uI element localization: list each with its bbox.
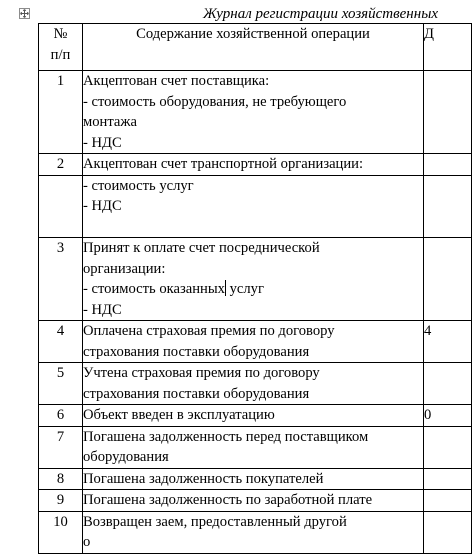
table-row <box>39 490 472 512</box>
operation-line: Акцептован счет транспортной организации: <box>83 156 364 172</box>
header-content: Содержание хозяйственной операции <box>83 24 424 71</box>
table-row <box>39 238 472 321</box>
operation-content[interactable] <box>83 363 424 405</box>
row-number: 3 <box>39 238 83 321</box>
row-extra: 4 <box>424 321 472 363</box>
operation-content[interactable] <box>83 321 424 363</box>
operation-line: - НДС <box>83 301 122 318</box>
row-number: 4 <box>39 321 83 363</box>
header-num-line: № <box>53 26 68 42</box>
table-header-row <box>39 24 472 71</box>
row-extra <box>424 175 472 238</box>
table-row <box>39 363 472 405</box>
row-extra <box>424 363 472 405</box>
operation-content[interactable] <box>83 490 424 512</box>
header-extra: Д <box>424 24 472 71</box>
operation-line: Объект введен в эксплуатацию <box>83 407 275 423</box>
operation-line: страхования поставки оборудования <box>83 343 310 360</box>
journal-body <box>39 71 472 554</box>
row-extra <box>424 468 472 490</box>
operation-line <box>83 217 423 238</box>
table-row <box>39 468 472 490</box>
operation-line: оборудования <box>83 449 169 465</box>
operation-line: Акцептован счет поставщика: <box>83 73 270 89</box>
table-row <box>39 154 472 176</box>
operation-line: - НДС <box>83 198 122 214</box>
text-cursor <box>225 280 226 296</box>
operation-line: Погашена задолженность по заработной плате <box>83 492 373 508</box>
table-row <box>39 321 472 363</box>
row-number <box>39 175 83 238</box>
row-number: 10 <box>39 511 83 553</box>
row-extra <box>424 154 472 176</box>
operation-line: - НДС <box>83 134 122 151</box>
row-extra <box>424 71 472 154</box>
header-num-line: п/п <box>50 46 71 63</box>
header-num-text <box>39 24 82 65</box>
row-number: 1 <box>39 71 83 154</box>
operation-content[interactable] <box>83 426 424 468</box>
row-number: 8 <box>39 468 83 490</box>
operation-line: - стоимость оборудования, не требующего <box>83 93 347 110</box>
operation-line: Возвращен заем, предоставленный другой <box>83 513 347 530</box>
operation-line: Принят к оплате счет посреднической <box>83 240 320 256</box>
row-number: 5 <box>39 363 83 405</box>
row-extra <box>424 426 472 468</box>
operation-content[interactable] <box>83 511 424 553</box>
operation-line: - стоимость услуг <box>83 177 194 194</box>
operation-content[interactable] <box>83 238 424 321</box>
row-extra: 0 <box>424 405 472 427</box>
table-row <box>39 175 472 238</box>
operation-line: о <box>83 534 91 550</box>
operation-line: Погашена задолженность покупателей <box>83 470 324 487</box>
row-number: 9 <box>39 490 83 512</box>
operation-line: организации: <box>83 260 166 277</box>
operation-line: Погашена задолженность перед поставщиком <box>83 428 369 445</box>
operation-line: Оплачена страховая премия по договору <box>83 323 335 339</box>
operation-content[interactable] <box>83 405 424 427</box>
document-title: Журнал регистрации хозяйственных <box>203 6 439 22</box>
table-row <box>39 405 472 427</box>
operation-line: монтажа <box>83 114 137 130</box>
row-number: 2 <box>39 154 83 176</box>
operation-line: Учтена страховая премия по договору <box>83 365 320 381</box>
row-extra <box>424 511 472 553</box>
operation-line: страхования поставки оборудования <box>83 385 310 402</box>
journal-table <box>38 23 472 554</box>
row-extra <box>424 238 472 321</box>
row-number: 6 <box>39 405 83 427</box>
table-row <box>39 71 472 154</box>
table-move-handle-icon[interactable] <box>19 8 30 19</box>
header-num <box>39 24 83 71</box>
row-number: 7 <box>39 426 83 468</box>
operation-content[interactable] <box>83 71 424 154</box>
operation-line: - стоимость оказанных услуг <box>83 281 264 297</box>
operation-content[interactable] <box>83 175 424 238</box>
table-row <box>39 426 472 468</box>
table-row <box>39 511 472 553</box>
operation-content[interactable] <box>83 154 424 176</box>
operation-content[interactable] <box>83 468 424 490</box>
row-extra <box>424 490 472 512</box>
